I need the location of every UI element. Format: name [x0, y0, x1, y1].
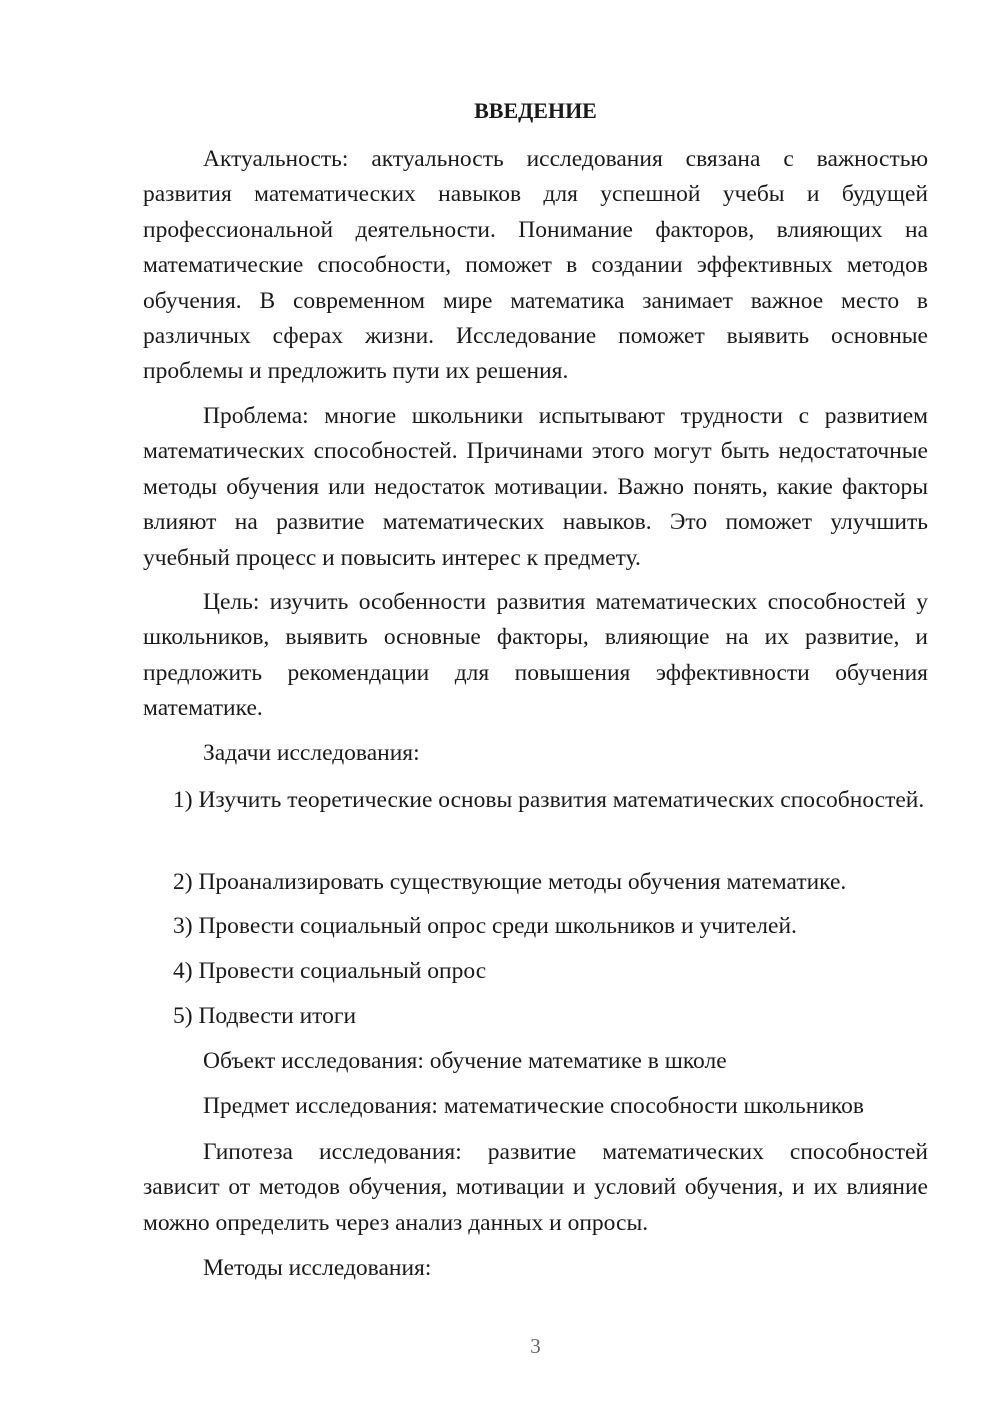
paragraph-hypothesis: Гипотеза исследования: развитие математических способностей зависит от методов обучения, мотивации и условий обучения, и их влияние можно определить через анализ данных и опросы. — [143, 1139, 928, 1236]
task-item-4: 4) Провести социальный опрос — [173, 958, 487, 984]
page-number: 3 — [530, 1334, 541, 1358]
paragraph-tasks-heading: Задачи исследования: — [203, 740, 420, 766]
task-item-2: 2) Проанализировать существующие методы обучения математике. — [173, 869, 847, 895]
paragraph-object: Объект исследования: обучение математике в школе — [203, 1048, 727, 1074]
paragraph-goal: Цель: изучить особенности развития математических способностей у школьников, выявить основные факторы, влияющие на их развитие, и предложить рекомендации для повышения эффективности обучения математике. — [143, 589, 928, 722]
document-page — [143, 0, 928, 1414]
task-item-5: 5) Подвести итоги — [173, 1003, 357, 1029]
paragraph-problem: Проблема: многие школьники испытывают трудности с развитием математических способностей. Причинами этого могут быть недостаточные методы обучения или недостаток мотивации. Важно понять, какие факторы влияют на развитие математических навыков. Это поможет улучшить учебный процесс и повысить интерес к предмету. — [143, 403, 928, 571]
paragraph-methods: Методы исследования: — [203, 1255, 432, 1281]
paragraph-subject: Предмет исследования: математические способности школьников — [203, 1093, 864, 1119]
paragraph-relevance: Актуальность: актуальность исследования связана с важностью развития математических навыков для успешной учебы и будущей профессиональной деятельности. Понимание факторов, влияющих на математические способности, поможет в создании эффективных методов обучения. В современном мире математика занимает важное место в различных сферах жизни. Исследование поможет выявить основные проблемы и предложить пути их решения. — [143, 146, 928, 385]
task-item-3: 3) Провести социальный опрос среди школьников и учителей. — [173, 913, 797, 939]
task-item-1: 1) Изучить теоретические основы развития математических способностей. — [173, 787, 925, 813]
page-title: ВВЕДЕНИЕ — [474, 98, 597, 123]
